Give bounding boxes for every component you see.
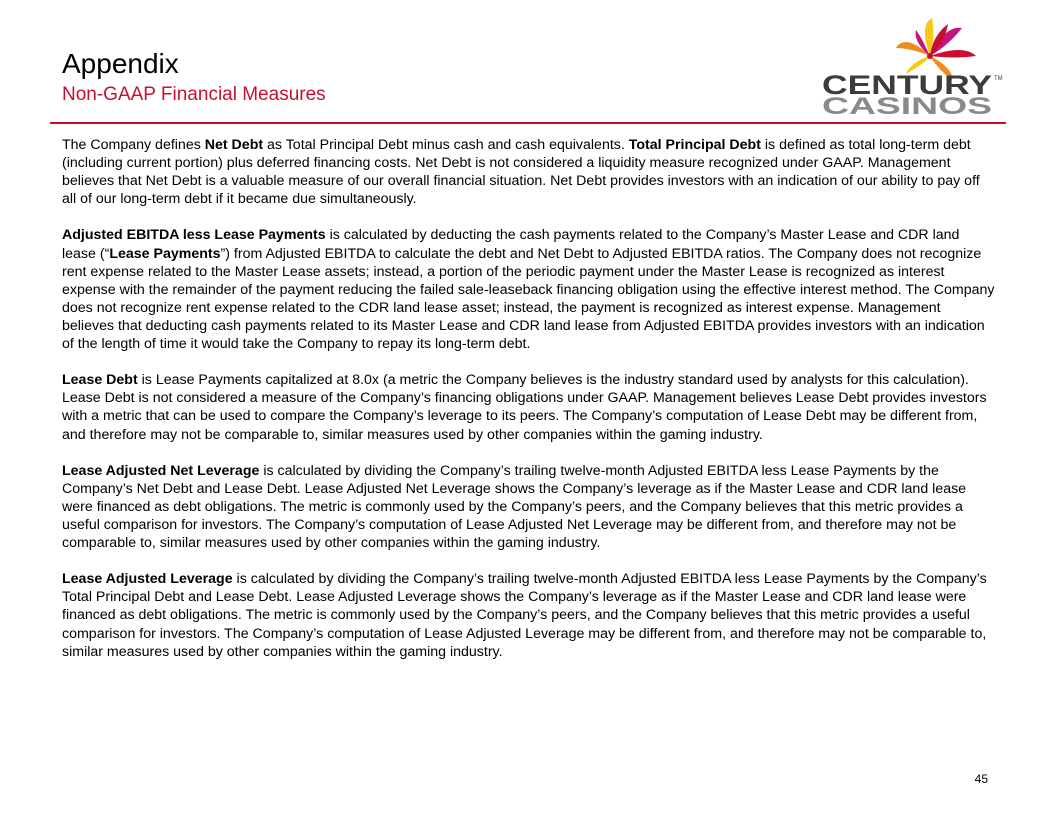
header-divider bbox=[50, 122, 1006, 124]
logo-trademark: TM bbox=[994, 76, 1003, 82]
page-title: Appendix bbox=[62, 48, 179, 79]
term-adjusted-ebitda-less-lease-payments: Adjusted EBITDA less Lease Payments bbox=[62, 227, 326, 244]
paragraph-adjusted-ebitda: Adjusted EBITDA less Lease Payments is calculated by deducting the cash payments related to the Company’s Master Lease and CDR land lease (“Lease Payments”) from Adjusted EBITDA to calculate the debt and Net Debt to Adjusted EBITDA ratios. The Company does not recognize rent expense related to the Master Lease assets; instead, a portion of the periodic payment under the Master Lease is recognized as interest expense with the remainder of the payment reducing the failed sale-leaseback financing obligation using the effective interest method. The Company does not recognize rent expense related to the CDR land lease asset; instead, the payment is recognized as interest expense. Management believes that deducting cash payments related to its Master Lease and CDR land lease from Adjusted EBITDA provides investors with an indication of the length of time it would take the Company to repay its long-term debt. bbox=[62, 227, 995, 353]
logo-line-century: CENTURY bbox=[822, 70, 992, 100]
paragraph-lease-debt: Lease Debt is Lease Payments capitalized at 8.0x (a metric the Company believes is the industry standard used by analysts for this calculation). Lease Debt is not considered a measure of the Company’s financing obligations under GAAP. Management believes Lease Debt provides investors with a metric that can be used to compare the Company’s leverage to its peers. The Company’s computation of Lease Debt may be different from, and therefore may not be comparable to, similar measures used by other companies within the gaming industry. bbox=[62, 372, 987, 443]
term-net-debt: Net Debt bbox=[204, 137, 264, 153]
term-lease-payments: Lease Payments bbox=[109, 245, 221, 262]
term-total-principal-debt: Total Principal Debt bbox=[628, 137, 761, 153]
paragraph-lease-adjusted-leverage: Lease Adjusted Leverage is calculated by dividing the Company’s trailing twelve-month Adjusted EBITDA less Lease Payments by the Company’s Total Principal Debt and Lease Debt. Lease Adjusted Leverage shows the Company’s leverage as if the Master Lease and CDR land lease were financed as debt obligations. The metric is commonly used by the Company’s peers, and the Company believes that this metric provides a useful comparison for investors. The Company’s computation of Lease Adjusted Leverage may be different from, and therefore may not be comparable to, similar measures used by other companies within the gaming industry. bbox=[62, 571, 987, 660]
page-subtitle: Non-GAAP Financial Measures bbox=[62, 84, 326, 105]
paragraph-net-debt: The Company defines Net Debt as Total Principal Debt minus cash and cash equivalents. Total Principal Debt is defined as total long-term debt (including current portion) plus deferred financing costs. Net Debt is not considered a liquidity measure recognized under GAAP. Management believes that Net Debt is a valuable measure of our overall financial situation. Net Debt provides investors with an indication of our ability to pay off all of our long-term debt if it became due simultaneously. bbox=[62, 137, 980, 208]
logo-line-casinos: CASINOS bbox=[822, 93, 992, 116]
century-casinos-logo bbox=[812, 8, 1012, 116]
term-lease-debt: Lease Debt bbox=[62, 372, 138, 389]
body-text bbox=[62, 136, 996, 679]
paragraph-lease-adjusted-net-leverage: Lease Adjusted Net Leverage is calculated by dividing the Company’s trailing twelve-month Adjusted EBITDA less Lease Payments by the Company’s Net Debt and Lease Debt. Lease Adjusted Net Leverage shows the Company’s leverage as if the Master Lease and CDR land lease were financed as debt obligations. The metric is commonly used by the Company’s peers, and the Company believes that this metric provides a useful comparison for investors. The Company’s computation of Lease Adjusted Net Leverage may be different from, and therefore may not be comparable to, similar measures used by other companies within the gaming industry. bbox=[62, 462, 967, 552]
term-lease-adjusted-net-leverage: Lease Adjusted Net Leverage bbox=[62, 462, 260, 479]
page-number: 45 bbox=[974, 772, 988, 786]
term-lease-adjusted-leverage: Lease Adjusted Leverage bbox=[62, 571, 233, 588]
